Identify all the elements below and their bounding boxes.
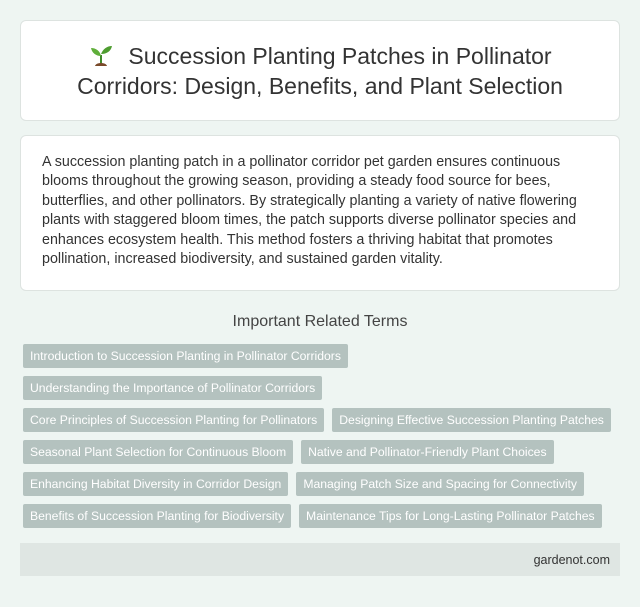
term-tag[interactable]: Benefits of Succession Planting for Biodiversity <box>23 504 291 528</box>
summary-card <box>20 135 620 291</box>
term-tag[interactable]: Enhancing Habitat Diversity in Corridor Design <box>23 472 288 496</box>
term-tag[interactable]: Introduction to Succession Planting in Pollinator Corridors <box>23 344 348 368</box>
term-tag[interactable]: Maintenance Tips for Long-Lasting Pollinator Patches <box>299 504 602 528</box>
related-terms-list <box>23 344 623 536</box>
footer <box>20 543 620 576</box>
sprout-icon <box>88 42 114 68</box>
terms-row <box>23 440 623 464</box>
term-tag[interactable]: Seasonal Plant Selection for Continuous Bloom <box>23 440 293 464</box>
page-title-text: Succession Planting Patches in Pollinator Corridors: Design, Benefits, and Plant Selection <box>77 42 563 99</box>
summary-text: A succession planting patch in a pollinator corridor pet garden ensures continuous blooms throughout the growing season, providing a steady food source for bees, butterflies, and other pollinators. By strategically planting a variety of native flowering plants with staggered bloom times, the patch supports diverse pollinator species and enhances ecosystem health. This method fosters a thriving habitat that promotes pollination, increased biodiversity, and sustained garden vitality. <box>42 154 577 268</box>
term-tag[interactable]: Core Principles of Succession Planting for Pollinators <box>23 408 324 432</box>
terms-row <box>23 376 623 400</box>
term-tag[interactable]: Designing Effective Succession Planting Patches <box>332 408 611 432</box>
page-title <box>51 41 589 101</box>
related-terms-heading: Important Related Terms <box>232 313 408 330</box>
terms-row <box>23 472 623 496</box>
terms-row <box>23 504 623 528</box>
footer-site-link[interactable]: gardenot.com <box>533 552 610 567</box>
term-tag[interactable]: Managing Patch Size and Spacing for Connectivity <box>296 472 584 496</box>
title-card <box>20 20 620 121</box>
terms-row <box>23 344 623 368</box>
terms-row <box>23 408 623 432</box>
term-tag[interactable]: Understanding the Importance of Pollinator Corridors <box>23 376 322 400</box>
term-tag[interactable]: Native and Pollinator-Friendly Plant Choices <box>301 440 553 464</box>
